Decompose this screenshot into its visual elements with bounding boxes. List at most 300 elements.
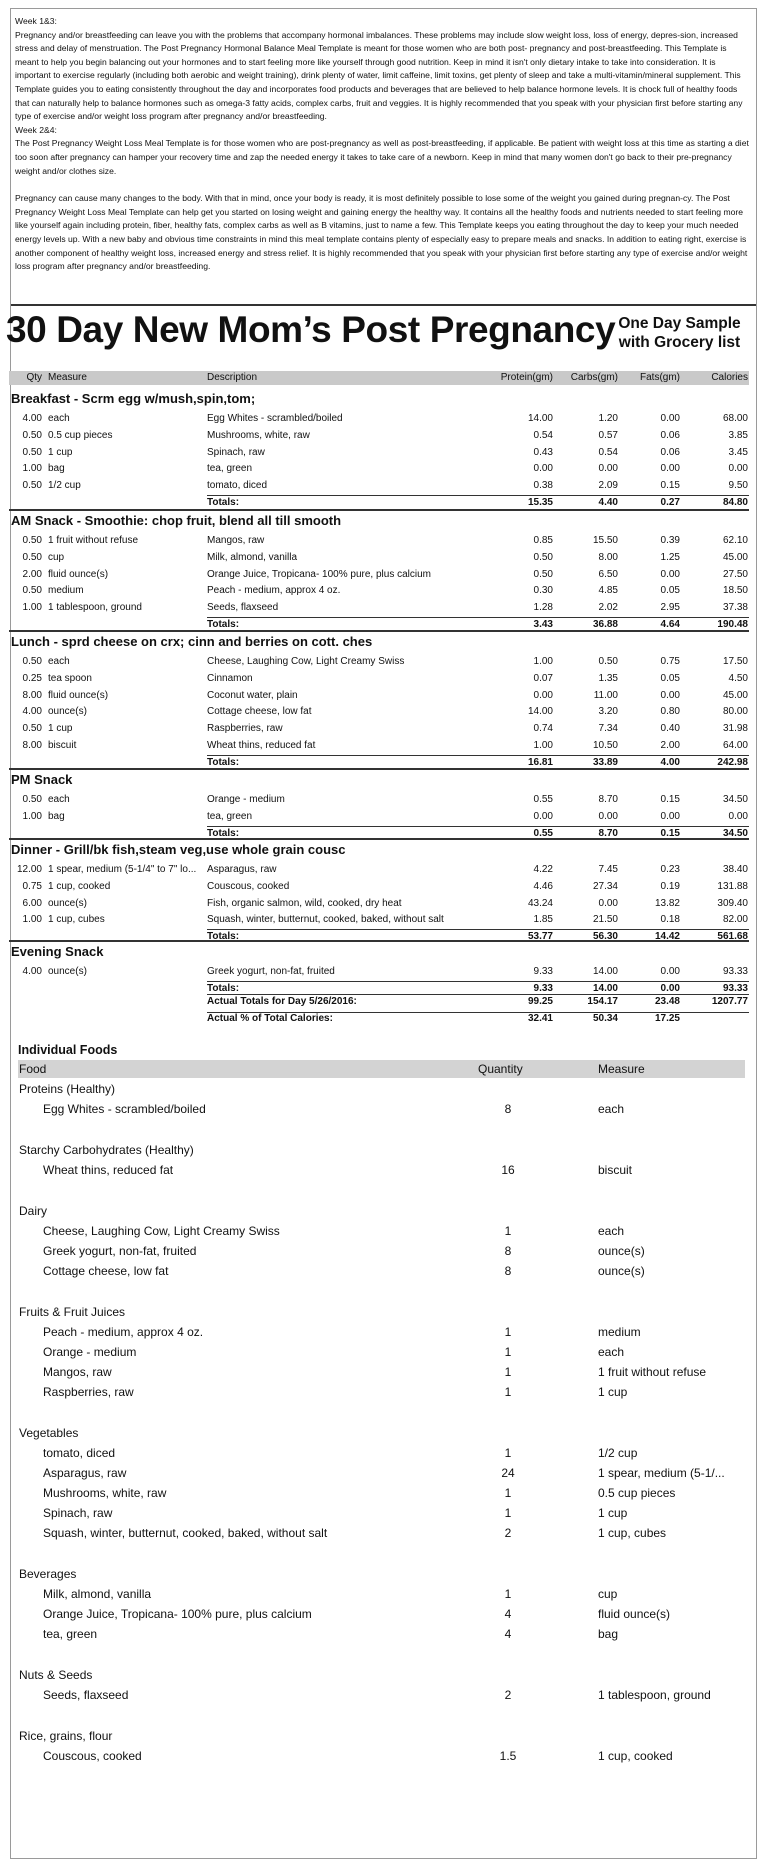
totals-protein: 53.77 <box>527 931 553 943</box>
food-name: Peach - medium, approx 4 oz. <box>43 1325 204 1339</box>
row-carbs: 11.00 <box>593 689 618 701</box>
row-measure: 1 cup <box>48 446 73 458</box>
food-category: Starchy Carbohydrates (Healthy) <box>19 1143 194 1157</box>
row-qty: 0.50 <box>22 723 42 735</box>
row-measure: medium <box>48 585 84 597</box>
week24-text: The Post Pregnancy Weight Loss Meal Template is for those women who are post-pregnancy as well as post-breastfeeding, if applicable. Be patient with weight loss at this time as starting a diet too soon after pregnancy can hamper your recovery time and zap the needed energy it takes to take care of a newborn. Keep in mind that many women don't go back to their pre-pregnancy weight and/or clothes size. <box>15 138 749 176</box>
list-item <box>9 1342 749 1362</box>
food-quantity: 1 <box>504 1506 512 1520</box>
food-category: Nuts & Seeds <box>19 1668 93 1682</box>
row-qty: 0.50 <box>22 551 42 563</box>
row-measure: 1 cup <box>48 723 73 735</box>
row-carbs: 8.00 <box>598 551 618 563</box>
totals-label: Totals: <box>207 618 240 630</box>
row-fats: 2.00 <box>660 739 680 751</box>
row-carbs: 14.00 <box>592 966 618 977</box>
totals-fats: 14.42 <box>654 931 680 943</box>
row-qty: 0.50 <box>22 585 42 597</box>
intro-text <box>15 15 752 274</box>
row-carbs: 4.85 <box>598 585 618 597</box>
totals-label: Totals: <box>207 756 240 768</box>
table-row <box>9 567 749 584</box>
table-row <box>9 792 749 809</box>
list-item <box>9 1483 749 1503</box>
meal-title: Lunch - sprd cheese on crx; cinn and berries on cott. ches <box>9 630 749 651</box>
row-qty: 12.00 <box>16 864 42 875</box>
row-fats: 0.00 <box>660 413 680 424</box>
row-qty: 2.00 <box>22 568 42 580</box>
food-quantity: 1 <box>504 1587 512 1601</box>
row-carbs: 2.09 <box>598 480 618 492</box>
row-measure: ounce(s) <box>48 706 87 718</box>
row-measure: each <box>48 656 70 667</box>
row-calories: 38.40 <box>722 864 748 875</box>
row-fats: 0.23 <box>660 864 680 875</box>
food-quantity: 2 <box>504 1688 512 1702</box>
row-description: Mushrooms, white, raw <box>207 429 310 441</box>
food-name: tomato, diced <box>43 1446 116 1460</box>
totals-protein: 0.55 <box>533 827 553 839</box>
row-fats: 0.00 <box>660 463 680 475</box>
foods-header-quantity: Quantity <box>478 1062 523 1076</box>
row-calories: 4.50 <box>728 672 748 684</box>
row-fats: 0.00 <box>660 966 680 977</box>
row-description: Cottage cheese, low fat <box>207 706 312 718</box>
day-percent-row <box>9 1011 749 1028</box>
row-measure: biscuit <box>48 739 77 751</box>
row-calories: 3.85 <box>728 429 748 441</box>
foods-list <box>9 1079 749 1766</box>
row-description: Milk, almond, vanilla <box>207 551 298 563</box>
row-measure: cup <box>48 551 65 563</box>
list-item <box>9 1624 749 1644</box>
meal-table-header <box>9 371 749 385</box>
row-qty: 0.50 <box>22 446 42 458</box>
row-carbs: 1.35 <box>598 672 618 684</box>
row-calories: 17.50 <box>722 656 748 667</box>
row-measure: 1/2 cup <box>48 480 81 492</box>
table-row <box>9 428 749 445</box>
table-row <box>9 809 749 826</box>
list-item <box>9 1584 749 1604</box>
row-measure: 1 spear, medium (5-1/4" to 7" lo... <box>48 864 197 875</box>
row-qty: 4.00 <box>22 413 42 424</box>
row-fats: 0.00 <box>660 810 680 822</box>
row-qty: 1.00 <box>22 914 42 926</box>
row-carbs: 7.45 <box>598 864 618 875</box>
week13-label: Week 1&3: <box>15 16 57 26</box>
row-fats: 0.00 <box>660 689 680 701</box>
table-header-row <box>9 371 749 385</box>
day-totals-fats: 23.48 <box>654 996 680 1007</box>
row-fats: 0.75 <box>660 656 680 667</box>
totals-calories: 34.50 <box>722 827 748 839</box>
row-fats: 0.40 <box>660 723 680 735</box>
food-name: Couscous, cooked <box>43 1749 142 1763</box>
row-fats: 0.15 <box>660 794 680 805</box>
row-carbs: 0.54 <box>598 446 618 458</box>
food-name: Mangos, raw <box>43 1365 112 1379</box>
day-totals-label: Actual Totals for Day 5/26/2016: <box>207 996 357 1007</box>
food-quantity: 1 <box>504 1365 512 1379</box>
food-name: Seeds, flaxseed <box>43 1688 129 1702</box>
row-carbs: 0.00 <box>598 810 618 822</box>
food-quantity: 24 <box>501 1466 515 1480</box>
row-calories: 93.33 <box>722 966 748 977</box>
row-description: Egg Whites - scrambled/boiled <box>207 413 343 424</box>
totals-fats: 0.15 <box>660 827 680 839</box>
day-totals-row <box>9 994 749 1011</box>
row-fats: 0.06 <box>660 446 680 458</box>
food-name: Mushrooms, white, raw <box>43 1486 167 1500</box>
row-protein: 4.22 <box>533 864 553 875</box>
list-item <box>9 1443 749 1463</box>
list-item <box>9 1685 749 1705</box>
row-protein: 0.07 <box>533 672 553 684</box>
row-fats: 0.18 <box>660 914 680 926</box>
foods-header-measure: Measure <box>598 1062 645 1076</box>
row-measure: each <box>48 794 70 805</box>
row-description: Orange Juice, Tropicana- 100% pure, plus calcium <box>207 568 432 580</box>
row-qty: 1.00 <box>22 810 42 822</box>
meal-block <box>9 940 749 998</box>
row-protein: 0.74 <box>533 723 553 735</box>
table-row <box>9 550 749 567</box>
meal-block <box>9 630 749 772</box>
row-carbs: 3.20 <box>598 706 618 718</box>
row-fats: 0.00 <box>660 568 680 580</box>
food-name: Orange - medium <box>43 1345 137 1359</box>
row-fats: 0.15 <box>660 480 680 492</box>
day-totals-block <box>9 994 749 1028</box>
row-description: Couscous, cooked <box>207 880 290 892</box>
food-quantity: 1 <box>504 1446 512 1460</box>
foods-header-food: Food <box>19 1062 47 1076</box>
food-quantity: 1 <box>504 1224 512 1238</box>
food-name: Egg Whites - scrambled/boiled <box>43 1102 206 1116</box>
row-measure: bag <box>48 463 65 475</box>
food-measure: medium <box>598 1325 641 1339</box>
row-description: Raspberries, raw <box>207 723 283 735</box>
row-measure: ounce(s) <box>48 897 87 909</box>
row-qty: 8.00 <box>22 739 42 751</box>
row-calories: 34.50 <box>722 794 748 805</box>
header-fats: Fats(gm) <box>640 372 680 383</box>
meal-block <box>9 389 749 512</box>
food-name: Spinach, raw <box>43 1506 113 1520</box>
row-measure: fluid ounce(s) <box>48 568 109 580</box>
row-description: Fish, organic salmon, wild, cooked, dry heat <box>207 897 402 909</box>
row-protein: 1.28 <box>533 602 553 614</box>
table-row <box>9 533 749 550</box>
food-measure: 1 tablespoon, ground <box>598 1688 711 1702</box>
row-carbs: 27.34 <box>592 880 618 892</box>
page-subtitle: One Day Sample with Grocery list <box>618 315 741 351</box>
row-calories: 80.00 <box>722 706 748 718</box>
row-description: Squash, winter, butternut, cooked, baked, without salt <box>207 914 444 926</box>
table-row <box>9 738 749 755</box>
row-qty: 0.50 <box>22 535 42 546</box>
header-protein: Protein(gm) <box>500 372 553 383</box>
day-percent-fats: 17.25 <box>654 1012 680 1024</box>
food-name: Squash, winter, butternut, cooked, baked, without salt <box>43 1526 328 1540</box>
meal-title: Breakfast - Scrm egg w/mush,spin,tom; <box>11 391 256 406</box>
food-name: Cheese, Laughing Cow, Light Creamy Swiss <box>43 1224 280 1238</box>
row-carbs: 10.50 <box>592 739 618 751</box>
individual-foods-heading: Individual Foods <box>18 1043 118 1057</box>
food-quantity: 1 <box>504 1486 512 1500</box>
food-quantity: 8 <box>504 1264 512 1278</box>
row-description: Peach - medium, approx 4 oz. <box>207 585 341 597</box>
food-quantity: 4 <box>504 1607 512 1621</box>
row-qty: 1.00 <box>22 463 42 475</box>
day-totals-calories: 1207.77 <box>711 996 748 1007</box>
food-quantity: 4 <box>504 1627 512 1641</box>
section-divider <box>11 304 756 306</box>
table-row <box>9 583 749 600</box>
row-protein: 0.85 <box>533 535 553 546</box>
row-description: Wheat thins, reduced fat <box>207 739 316 751</box>
totals-carbs: 56.30 <box>592 931 618 943</box>
food-measure: 1 spear, medium (5-1/... <box>598 1466 725 1480</box>
row-qty: 4.00 <box>22 966 42 977</box>
table-row <box>9 600 749 617</box>
row-calories: 37.38 <box>722 602 748 614</box>
day-totals-protein: 99.25 <box>527 996 553 1007</box>
list-item <box>9 1322 749 1342</box>
row-protein: 14.00 <box>527 706 553 718</box>
food-measure: 1 cup <box>598 1385 628 1399</box>
row-calories: 0.00 <box>728 463 748 475</box>
row-description: Mangos, raw <box>207 535 265 546</box>
row-calories: 18.50 <box>722 585 748 597</box>
totals-protein: 16.81 <box>527 756 553 768</box>
table-row <box>9 445 749 462</box>
row-description: Asparagus, raw <box>207 864 277 875</box>
food-measure: ounce(s) <box>598 1264 645 1278</box>
totals-label: Totals: <box>207 931 240 943</box>
row-protein: 1.00 <box>533 739 553 751</box>
row-protein: 0.50 <box>533 568 553 580</box>
table-row <box>9 461 749 478</box>
table-row <box>9 478 749 495</box>
totals-carbs: 33.89 <box>592 756 618 768</box>
row-protein: 4.46 <box>533 880 553 892</box>
table-row <box>9 704 749 721</box>
totals-carbs: 14.00 <box>592 982 618 994</box>
totals-fats: 4.64 <box>660 618 680 630</box>
food-measure: 0.5 cup pieces <box>598 1486 676 1500</box>
food-category: Rice, grains, flour <box>19 1729 113 1743</box>
totals-calories: 242.98 <box>717 756 748 768</box>
food-measure: cup <box>598 1587 618 1601</box>
meal-title: AM Snack - Smoothie: chop fruit, blend all till smooth <box>9 509 749 530</box>
list-item <box>9 1221 749 1241</box>
row-protein: 0.38 <box>533 480 553 492</box>
totals-label: Totals: <box>207 982 240 994</box>
totals-carbs: 8.70 <box>598 827 618 839</box>
row-description: Spinach, raw <box>207 446 265 458</box>
list-item <box>9 1746 749 1766</box>
food-quantity: 16 <box>501 1163 515 1177</box>
row-qty: 0.50 <box>22 480 42 492</box>
row-measure: 1 cup, cubes <box>48 914 105 926</box>
row-calories: 62.10 <box>722 535 748 546</box>
week13-text: Pregnancy and/or breastfeeding can leave you with the problems that accompany hormonal imbalances. These problems may include slow weight loss, loss of energy, depres-sion, increased stress and delay of menstruation. The Post Pregnancy Hormonal Balance Meal Template is meant for those women who are both post- pregnancy and post-breastfeeding. This Template is meant to help you begin balancing out your hormones and to start feeling more like yourself through good nutrition. Keep in mind it isn't only dietary intake to take into consideration. It is important to exercise regularly (including both aerobic and weight training), drink plenty of water, limit caffeine, limit toxins, get plenty of sleep and take a multi-vitamin/mineral supplement. This Template guides you to eating consistently throughout the day and incorporates food products and beverages that are believed to help balance hormone levels. It is chock full of healthy foods that can naturally help to balance hormones such as omega-3 fatty acids, complex carbs, fruit and veggies. It is highly recommended that you speak with your physician first before starting any type of exercise and/or weight loss program after pregnancy and/or breastfeeding. <box>15 29 743 122</box>
row-fats: 0.06 <box>660 429 680 441</box>
list-item <box>9 1160 749 1180</box>
table-row <box>9 411 749 428</box>
header-calories: Calories <box>711 372 748 383</box>
food-measure: each <box>598 1345 625 1359</box>
list-item <box>9 1241 749 1261</box>
intro-paragraph-3: Pregnancy can cause many changes to the body. With that in mind, once your body is ready, it is most definitely possible to lose some of the weight you gained during pregnan-cy. The Post Pregnancy Weight Loss Meal Template can help get you started on losing weight and gaining energy the healthy way. It contains all the healthy foods and nutrients needed to start feeling more like yourself again including protein, fiber, healthy fats, complex carbs as well as B vitamins, just to name a few. This Template keeps you eating throughout the day to keep your much needed energy levels up. With a new baby and obvious time constraints in mind this meal template contains plenty of especially easy to prepare meals and snacks. In addition to eating right, exercise is another component of healthy weight loss, increased energy and stress relief. It is highly recommended that you speak with your physician first before starting any type of exercise and/or weight loss program after pregnancy and/or breastfeeding. <box>15 193 748 272</box>
row-qty: 0.50 <box>22 656 42 667</box>
row-protein: 0.00 <box>533 810 553 822</box>
row-protein: 0.54 <box>533 429 553 441</box>
row-qty: 0.25 <box>22 672 42 684</box>
food-category: Beverages <box>19 1567 77 1581</box>
food-measure: 1 cup, cubes <box>598 1526 667 1540</box>
food-quantity: 1 <box>504 1325 512 1339</box>
row-description: tomato, diced <box>207 480 268 492</box>
row-qty: 6.00 <box>22 897 42 909</box>
table-row <box>9 862 749 879</box>
header-carbs: Carbs(gm) <box>570 372 618 383</box>
totals-calories: 190.48 <box>717 618 748 630</box>
food-quantity: 8 <box>504 1244 512 1258</box>
table-row <box>9 964 749 981</box>
row-qty: 0.50 <box>22 794 42 805</box>
food-quantity: 8 <box>504 1102 512 1116</box>
meal-block <box>9 768 749 842</box>
row-protein: 0.43 <box>533 446 553 458</box>
totals-carbs: 4.40 <box>598 496 618 508</box>
header-description: Description <box>207 372 258 383</box>
day-totals-carbs: 154.17 <box>587 996 618 1007</box>
row-carbs: 0.57 <box>598 429 618 441</box>
meal-title: Evening Snack <box>9 940 749 961</box>
row-measure: bag <box>48 810 65 822</box>
food-measure: bag <box>598 1627 619 1641</box>
row-protein: 0.00 <box>533 463 553 475</box>
row-calories: 45.00 <box>722 551 748 563</box>
food-name: Wheat thins, reduced fat <box>43 1163 174 1177</box>
row-fats: 1.25 <box>660 551 680 563</box>
food-measure: 1/2 cup <box>598 1446 638 1460</box>
list-item <box>9 1382 749 1402</box>
row-qty: 4.00 <box>22 706 42 718</box>
list-item <box>9 1604 749 1624</box>
individual-foods <box>9 1040 749 1766</box>
row-protein: 0.50 <box>533 551 553 563</box>
food-name: Milk, almond, vanilla <box>43 1587 152 1601</box>
table-row <box>9 896 749 913</box>
row-calories: 45.00 <box>722 689 748 701</box>
row-measure: fluid ounce(s) <box>48 689 109 701</box>
food-quantity: 2 <box>504 1526 512 1540</box>
row-calories: 68.00 <box>722 413 748 424</box>
row-carbs: 7.34 <box>598 723 618 735</box>
food-name: Raspberries, raw <box>43 1385 134 1399</box>
row-protein: 1.00 <box>533 656 553 667</box>
row-carbs: 8.70 <box>598 794 618 805</box>
individual-foods-header <box>18 1060 745 1078</box>
row-description: Seeds, flaxseed <box>207 602 279 614</box>
meal-block <box>9 509 749 634</box>
totals-calories: 93.33 <box>722 982 748 994</box>
totals-label: Totals: <box>207 496 240 508</box>
table-row <box>9 879 749 896</box>
table-row <box>9 912 749 929</box>
row-carbs: 15.50 <box>592 535 618 546</box>
food-category: Dairy <box>19 1204 48 1218</box>
food-measure: 1 fruit without refuse <box>598 1365 707 1379</box>
row-measure: 1 tablespoon, ground <box>48 602 142 614</box>
food-measure: 1 cup <box>598 1506 628 1520</box>
table-row <box>9 654 749 671</box>
row-calories: 27.50 <box>722 568 748 580</box>
day-percent-carbs: 50.34 <box>592 1012 618 1024</box>
totals-fats: 4.00 <box>660 756 680 768</box>
row-carbs: 0.00 <box>598 463 618 475</box>
food-measure: ounce(s) <box>598 1244 645 1258</box>
food-name: Greek yogurt, non-fat, fruited <box>43 1244 197 1258</box>
list-item <box>9 1523 749 1543</box>
row-fats: 0.19 <box>660 880 680 892</box>
meal-title: Dinner - Grill/bk fish,steam veg,use whole grain cousc <box>9 838 749 859</box>
list-item <box>9 1362 749 1382</box>
row-description: Cinnamon <box>207 672 253 684</box>
row-description: Orange - medium <box>207 794 285 805</box>
row-protein: 0.55 <box>533 794 553 805</box>
row-protein: 1.85 <box>533 914 553 926</box>
row-measure: each <box>48 413 70 424</box>
row-qty: 1.00 <box>22 602 42 614</box>
row-protein: 0.00 <box>533 689 553 701</box>
row-measure: 1 cup, cooked <box>48 880 111 892</box>
totals-label: Totals: <box>207 827 240 839</box>
table-row <box>9 721 749 738</box>
row-protein: 0.30 <box>533 585 553 597</box>
totals-fats: 0.00 <box>660 982 680 994</box>
list-item <box>9 1261 749 1281</box>
food-name: tea, green <box>43 1627 98 1641</box>
row-calories: 309.40 <box>717 897 748 909</box>
row-protein: 14.00 <box>527 413 553 424</box>
totals-protein: 15.35 <box>527 496 553 508</box>
row-description: Coconut water, plain <box>207 689 298 701</box>
totals-protein: 3.43 <box>533 618 553 630</box>
header-qty: Qty <box>26 372 42 383</box>
row-carbs: 2.02 <box>598 602 618 614</box>
row-qty: 8.00 <box>22 689 42 701</box>
list-item <box>9 1503 749 1523</box>
header-measure: Measure <box>48 372 87 383</box>
totals-fats: 0.27 <box>660 496 680 508</box>
row-protein: 9.33 <box>533 966 553 977</box>
row-calories: 31.98 <box>722 723 748 735</box>
totals-calories: 84.80 <box>722 496 748 508</box>
row-measure: 0.5 cup pieces <box>48 429 113 441</box>
food-category: Proteins (Healthy) <box>19 1082 116 1096</box>
row-fats: 0.05 <box>660 672 680 684</box>
row-qty: 0.50 <box>22 429 42 441</box>
meal-block <box>9 838 749 946</box>
food-category: Fruits & Fruit Juices <box>19 1305 126 1319</box>
food-quantity: 1.5 <box>499 1749 517 1763</box>
row-carbs: 6.50 <box>598 568 618 580</box>
